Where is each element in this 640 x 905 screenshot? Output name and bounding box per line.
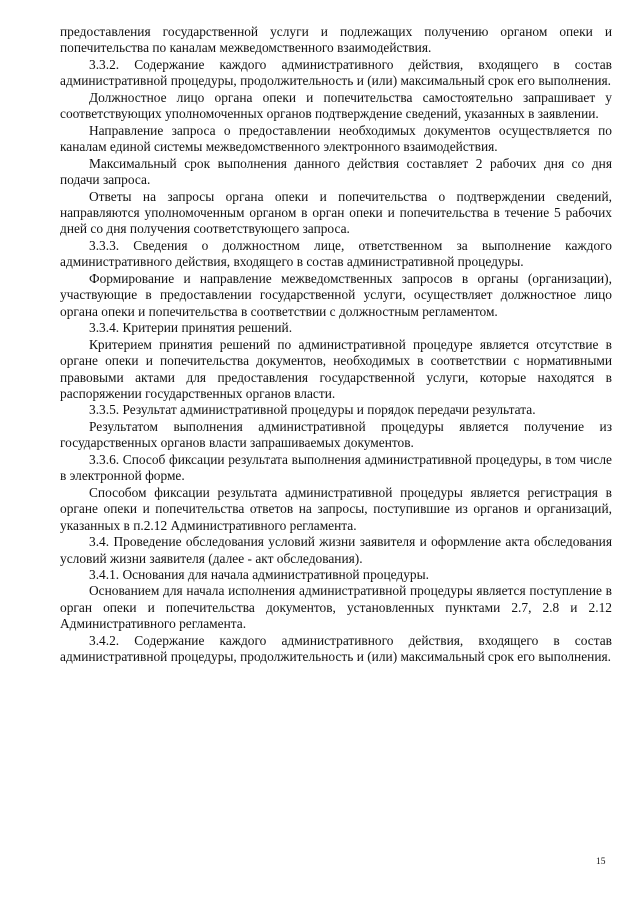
paragraph: Способом фиксации результата административной процедуры является регистрация в органе опеки и попечительства ответов на запросы, поступившие из органов и организаций, указанных в п.2.12 Административного регламента. [60, 484, 612, 533]
paragraph-continuation: предоставления государственной услуги и подлежащих получению органом опеки и попечительства по каналам межведомственного взаимодействия. [60, 24, 612, 56]
paragraph: Основанием для начала исполнения административной процедуры является поступление в орган опеки и попечительства документов, установленных пунктами 2.7, 2.8 и 2.12 Административного регламента. [60, 583, 612, 632]
paragraph: Максимальный срок выполнения данного действия составляет 2 рабочих дня со дня подачи запроса. [60, 155, 612, 188]
paragraph: Критерием принятия решений по административной процедуре является отсутствие в органе опеки и попечительства документов, необходимых в соответствии с нормативными правовыми актами для предоставления государственной услуги, которые находятся в распоряжении государственных органов власти. [60, 336, 612, 401]
paragraph: Должностное лицо органа опеки и попечительства самостоятельно запрашивает у соответствующих уполномоченных органов подтверждение сведений, указанных в заявлении. [60, 89, 612, 122]
paragraph-3-4-1-heading: 3.4.1. Основания для начала административной процедуры. [89, 566, 429, 582]
paragraph: Формирование и направление межведомственных запросов в органы (организации), участвующие в предоставлении государственной услуги, осуществляет должностное лицо органа опеки и попечительства в соответствии с должностным регламентом. [60, 270, 612, 319]
paragraph-3-4-2-heading: 3.4.2. Содержание каждого административного действия, входящего в состав административной процедуры, продолжительность и (или) максимальный срок его выполнения. [60, 632, 612, 665]
paragraph-3-3-6-heading: 3.3.6. Способ фиксации результата выполнения административной процедуры, в том числе в электронной форме. [60, 451, 612, 484]
paragraph-3-3-4-heading: 3.3.4. Критерии принятия решений. [89, 320, 293, 336]
document-page [60, 24, 612, 666]
paragraph-3-3-3-heading: 3.3.3. Сведения о должностном лице, ответственном за выполнение каждого административного действия, входящего в состав административной процедуры. [60, 237, 612, 270]
paragraph: Ответы на запросы органа опеки и попечительства о подтверждении сведений, направляются уполномоченным органом в орган опеки и попечительства в течение 5 рабочих дней со дня получения соответствующего запроса. [60, 188, 612, 237]
page-number: 15 [596, 857, 606, 867]
paragraph-3-3-2-heading: 3.3.2. Содержание каждого административного действия, входящего в состав административной процедуры, продолжительность и (или) максимальный срок его выполнения. [60, 56, 612, 89]
paragraph: Направление запроса о предоставлении необходимых документов осуществляется по каналам единой системы межведомственного электронного взаимодействия. [60, 122, 612, 155]
paragraph: Результатом выполнения административной процедуры является получение из государственных органов власти запрашиваемых документов. [60, 418, 612, 451]
paragraph-3-4-heading: 3.4. Проведение обследования условий жизни заявителя и оформление акта обследования условий жизни заявителя (далее - акт обследования). [60, 534, 612, 566]
paragraph-3-3-5-heading: 3.3.5. Результат административной процедуры и порядок передачи результата. [89, 402, 536, 418]
